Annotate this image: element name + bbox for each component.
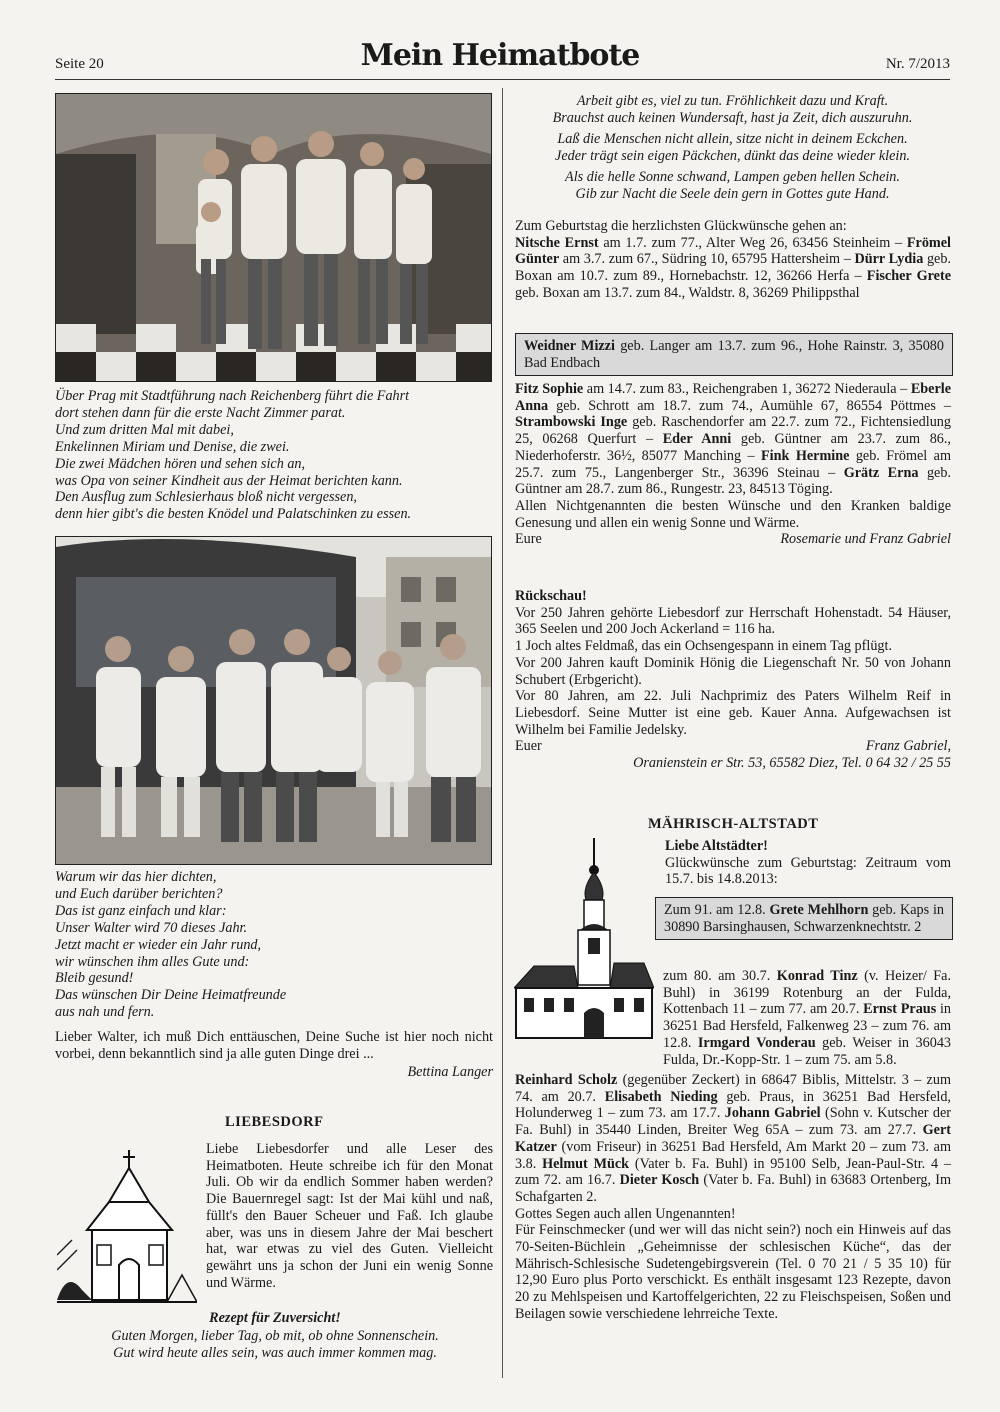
person-name: Fitz Sophie	[515, 381, 584, 397]
poem-line: Enkelinnen Miriam und Denise, die zwei.	[55, 438, 290, 455]
poem-line: und Euch darüber berichten?	[55, 885, 223, 902]
person-details: geb. Frömel am 25.7. zum 75., Langenberger Str., 36396 Steinau –	[515, 447, 951, 481]
poem-walter	[55, 869, 495, 1021]
rueckschau-item: Vor 80 Jahren, am 22. Juli Nachprimiz des Paters Wilhelm Reif in Liebesdorf. Seine Mutter ist eine geb. Kauer Anna. Aufgewachsen ist Wilhelm bei Familie Jedelsky.	[515, 688, 951, 738]
poem-line: Bleib gesund!	[55, 970, 134, 987]
rueckschau-section	[515, 588, 951, 772]
poem-line: Unser Walter wird 70 dieses Jahr.	[55, 919, 248, 936]
age-date: Zum 91. am 12.8.	[664, 902, 770, 918]
poem-trip	[55, 388, 495, 523]
person-details: (Vater b. Fa. Buhl) in 63683 Ortenberg, Im Schafgarten 2.	[515, 1172, 952, 1205]
altstadt-birthday-list-a	[663, 968, 951, 1068]
poem-line: wir wünschen ihm alles Gute und:	[55, 953, 250, 970]
signature-row	[515, 738, 951, 755]
person-name: Strambowski Inge	[515, 414, 628, 431]
person-details: geb. Kaps in 30890 Barsinghausen, Schwarzenknechtstr. 2	[664, 902, 944, 935]
person-details: geb. Weiser in 36043 Fulda, Dr.-Kopp-Str. 1 – zum 75. am 5.8.	[663, 1034, 952, 1068]
signature-address: Oranienstein er Str. 53, 65582 Diez, Tel. 0 64 32 / 25 55	[633, 755, 951, 772]
column-divider	[502, 88, 503, 1378]
birthday-list-2	[515, 381, 951, 548]
chapel-icon	[57, 1150, 197, 1310]
poem-line: Gib zur Nacht die Seele dein gern in Gottes gute Hand.	[575, 185, 890, 202]
poem-line: Die zwei Mädchen hören und sehen sich an,	[55, 455, 306, 472]
person-name: Weidner Mizzi	[524, 338, 615, 354]
birthday-entries	[515, 235, 951, 302]
poem-arbeit	[515, 93, 950, 202]
issue-number: Nr. 7/2013	[885, 56, 950, 72]
person-name: Konrad Tinz	[776, 968, 858, 984]
poem-line: Warum wir das hier dichten,	[55, 869, 217, 885]
person-details: zum 80. am 30.7.	[663, 968, 777, 984]
poem-line: Jeder trägt sein eigen Päckchen, dünkt das deine wieder klein.	[555, 147, 910, 164]
person-name: Frömel Günter	[515, 234, 951, 268]
photo-bus-group	[55, 536, 492, 865]
poem-line: Laß die Menschen nicht allein, sitze nicht in deinem Eckchen.	[557, 130, 908, 147]
poem-line: was Opa von seiner Kindheit aus der Heimat berichten kann.	[55, 472, 403, 489]
poem-line: Guten Morgen, lieber Tag, ob mit, ob ohne Sonnenschein.	[111, 1328, 439, 1344]
walter-note: Lieber Walter, ich muß Dich enttäuschen, Deine Suche ist hier noch nicht vorbei, denn bekanntlich sind ja alle guten Dinge drei ...	[55, 1029, 493, 1062]
person-name: Ernst Praus	[863, 1001, 937, 1018]
person-details: geb. Raschendorfer am 22.7. zum 72., Fichtensiedlung 25, 06268 Querfurt –	[515, 414, 951, 448]
rueckschau-title: Rückschau!	[515, 588, 587, 604]
person-details: (vom Friseur) in 36251 Bad Hersfeld, Am Markt 20 – zum 73. am 3.8.	[515, 1138, 951, 1172]
person-name: Grete Mehlhorn	[769, 902, 869, 918]
person-details: (gegenüber Zeckert) in 68647 Biblis, Mittelstr. 3 – zum 74. am 20.7.	[515, 1072, 951, 1105]
eure-label: Eure	[515, 531, 542, 548]
rueckschau-item: Vor 200 Jahren kauft Dominik Hönig die Liegenschaft Nr. 50 von Johann Schubert (Erbgericht).	[515, 654, 951, 688]
rezept-title: Rezept für Zuversicht!	[209, 1310, 341, 1326]
person-name: Helmut Mück	[542, 1155, 630, 1172]
person-name: Nitsche Ernst	[515, 234, 599, 251]
person-name: Dürr Lydia	[854, 251, 924, 268]
church-illustration-altstadt	[514, 838, 654, 1043]
photo-family-illustration	[56, 94, 491, 381]
poem-line: dort stehen dann für die erste Nacht Zimmer parat.	[55, 404, 346, 421]
person-name: Fischer Grete	[866, 268, 951, 285]
church-tower-icon	[514, 838, 654, 1043]
birthday-list-1	[515, 218, 951, 302]
birthday-intro: Zum Geburtstag die herzlichsten Glückwünsche gehen an:	[515, 218, 847, 234]
poem-line: Das wünschen Dir Deine Heimatfreunde	[55, 987, 287, 1004]
rueckschau-item: 1 Joch altes Feldmaß, das ein Ochsengespann in einem Tag pflügt.	[515, 638, 892, 655]
person-name: Dieter Kosch	[619, 1172, 700, 1189]
poem-line: Jetzt macht er wieder ein Jahr rund,	[55, 936, 262, 953]
page-number: Seite 20	[55, 56, 104, 72]
photo-bus-illustration	[56, 537, 491, 864]
signature-row	[515, 531, 951, 548]
person-name: Reinhard Scholz	[515, 1072, 618, 1088]
person-name: Eberle Anna	[515, 381, 951, 414]
poem-line: Brauchst auch keinen Wundersaft, hast ja Zeit, dich auszuruhn.	[552, 109, 913, 126]
poem-line: Das ist ganz einfach und klar:	[55, 902, 227, 919]
poem-line: Und zum dritten Mal mit dabei,	[55, 421, 234, 438]
altstadt-intro	[665, 838, 951, 888]
person-name: Fink Hermine	[761, 447, 850, 464]
person-details: geb. Boxan am 13.7. zum 84., Waldstr. 8, 36269 Philippsthal	[515, 284, 860, 301]
person-details: geb. Boxan am 10.7. zum 89., Hornebachstr. 12, 36266 Herfa –	[515, 251, 951, 285]
person-details: geb. Schrott am 18.7. zum 74., Aumühle 67, 86554 Pöttmes –	[548, 397, 951, 414]
altstadt-intro-text: Glückwünsche zum Geburtstag: Zeitraum vom 15.7. bis 14.8.2013:	[665, 854, 951, 888]
segen-text: Gottes Segen auch allen Ungenannten!	[515, 1205, 736, 1222]
birthday-entries	[515, 381, 951, 498]
greeting-text: Allen Nichtgenannten die besten Wünsche und den Kranken baldige Genesung und allen ein wenig Sonne und Wärme.	[515, 497, 951, 531]
person-details: am 3.7. zum 67., Südring 10, 65795 Hattersheim –	[559, 251, 855, 268]
person-name: Irmgard Vonderau	[697, 1034, 816, 1051]
liebesdorf-text: Liebe Liebesdorfer und alle Leser des Heimatboten. Heute schreibe ich für den Monat Juli. Ob wir da endlich Sommer haben werden? Die Bauernregel sagt: Ist der Mai kühl und naß, füllt's den Bauer Scheuer und Faß. Ich glaube aber, was uns in diesem Jahre der Mai beschert hat, war etwas zu viel des Guten. Vielleicht gewährt uns ja schon der Juni ein wenig Sonne und Wärme.	[206, 1141, 493, 1291]
rueckschau-item: Vor 250 Jahren gehörte Liebesdorf zur Herrschaft Hohenstadt. 54 Häuser, 365 Seelen und 200 Joch Ackerland = 116 ha.	[515, 604, 951, 638]
person-details: geb. Güntner am 28.7. zum 86., Rungestr. 23, 84513 Töging.	[515, 464, 951, 498]
person-details: geb. Güntner am 23.7. zum 86., Niederhoferstr. 36½, 85077 Manching –	[515, 431, 951, 464]
photo-family-group	[55, 93, 492, 382]
poem-line: Gut wird heute alles sein, was auch immer kommen mag.	[113, 1344, 437, 1361]
person-details: geb. Praus, in 36251 Bad Hersfeld, Holunderweg 1 – zum 73. am 17.7.	[515, 1088, 951, 1122]
person-name: Grätz Erna	[843, 464, 919, 481]
poem-line: aus nah und fern.	[55, 1004, 155, 1021]
walter-signature: Bettina Langer	[407, 1064, 493, 1080]
highlight-box-weidner	[515, 333, 953, 376]
person-name: Eder Anni	[662, 431, 732, 448]
euer-label: Euer	[515, 738, 542, 755]
person-name: Johann Gabriel	[724, 1105, 821, 1122]
rezept-poem	[55, 1328, 495, 1362]
header-rule	[55, 79, 950, 80]
person-name: Gert Katzer	[515, 1122, 951, 1155]
altstadt-greeting: Liebe Altstädter!	[665, 838, 768, 854]
person-details: geb. Langer am 13.7. zum 96., Hohe Rainstr. 3, 35080 Bad Endbach	[524, 338, 944, 371]
person-details: (Vater b. Fa. Buhl) in 95100 Selb, Jean-Paul-Str. 4 – zum 72. am 16.7.	[515, 1155, 952, 1189]
poem-line: Als die helle Sonne schwand, Lampen geben hellen Schein.	[565, 168, 900, 185]
poem-line: denn hier gibt's die besten Knödel und Palatschinken zu essen.	[55, 506, 412, 523]
person-details: (v. Heizer/ Fa. Buhl) in 36199 Rotenburg an der Fulda, Kottenbach 11 – zum 77. am 20.7.	[663, 968, 951, 1018]
person-name: Elisabeth Nieding	[604, 1088, 718, 1105]
section-title-maehrisch-altstadt: MÄHRISCH-ALTSTADT	[648, 816, 819, 832]
signature-name: Franz Gabriel,	[865, 738, 951, 755]
masthead-logo: Mein Heimatbote	[360, 38, 640, 73]
poem-line: Über Prag mit Stadtführung nach Reichenberg führt die Fahrt	[55, 388, 410, 404]
person-details: in 36251 Bad Hersfeld, Falkenweg 23 – zum 76. am 12.8.	[663, 1001, 951, 1051]
altstadt-birthday-list-b	[515, 1072, 951, 1323]
church-illustration-liebesdorf	[57, 1150, 197, 1310]
section-title-liebesdorf: LIEBESDORF	[225, 1114, 324, 1130]
poem-line: Arbeit gibt es, viel zu tun. Fröhlichkeit dazu und Kraft.	[576, 93, 889, 109]
poem-line: Den Ausflug zum Schlesierhaus bloß nicht vergessen,	[55, 489, 357, 506]
person-details: am 14.7. zum 83., Reichengraben 1, 36272 Niederaula –	[583, 381, 911, 397]
feinschmecker-text: Für Feinschmecker (und wer will das nicht sein?) noch ein Hinweis auf das 70-Seiten-Büchlein „Geheimnisse der schlesischen Küche“, das der Mährisch-Schlesische Sudetengebirgsverein (Tel. 0 70 21 / 5 35 10) für 12,90 Euro plus Porto verschickt. Es enthält insgesamt 123 Rezepte, davon 20 zu Mehlspeisen und Kartoffelgerichten, 22 zu Fleischspeisen, Soßen und Beilagen sowie verschiedene lehrreiche Texte.	[515, 1222, 951, 1322]
person-details: (Sohn v. Kutscher der Fa. Buhl) in 35440 Linden, Breiter Weg 65A – zum 73. am 27.7.	[515, 1105, 951, 1139]
highlight-box-mehlhorn	[655, 897, 953, 940]
signature-gabriel: Rosemarie und Franz Gabriel	[780, 531, 951, 548]
person-details: am 1.7. zum 77., Alter Weg 26, 63456 Steinheim –	[598, 234, 907, 251]
